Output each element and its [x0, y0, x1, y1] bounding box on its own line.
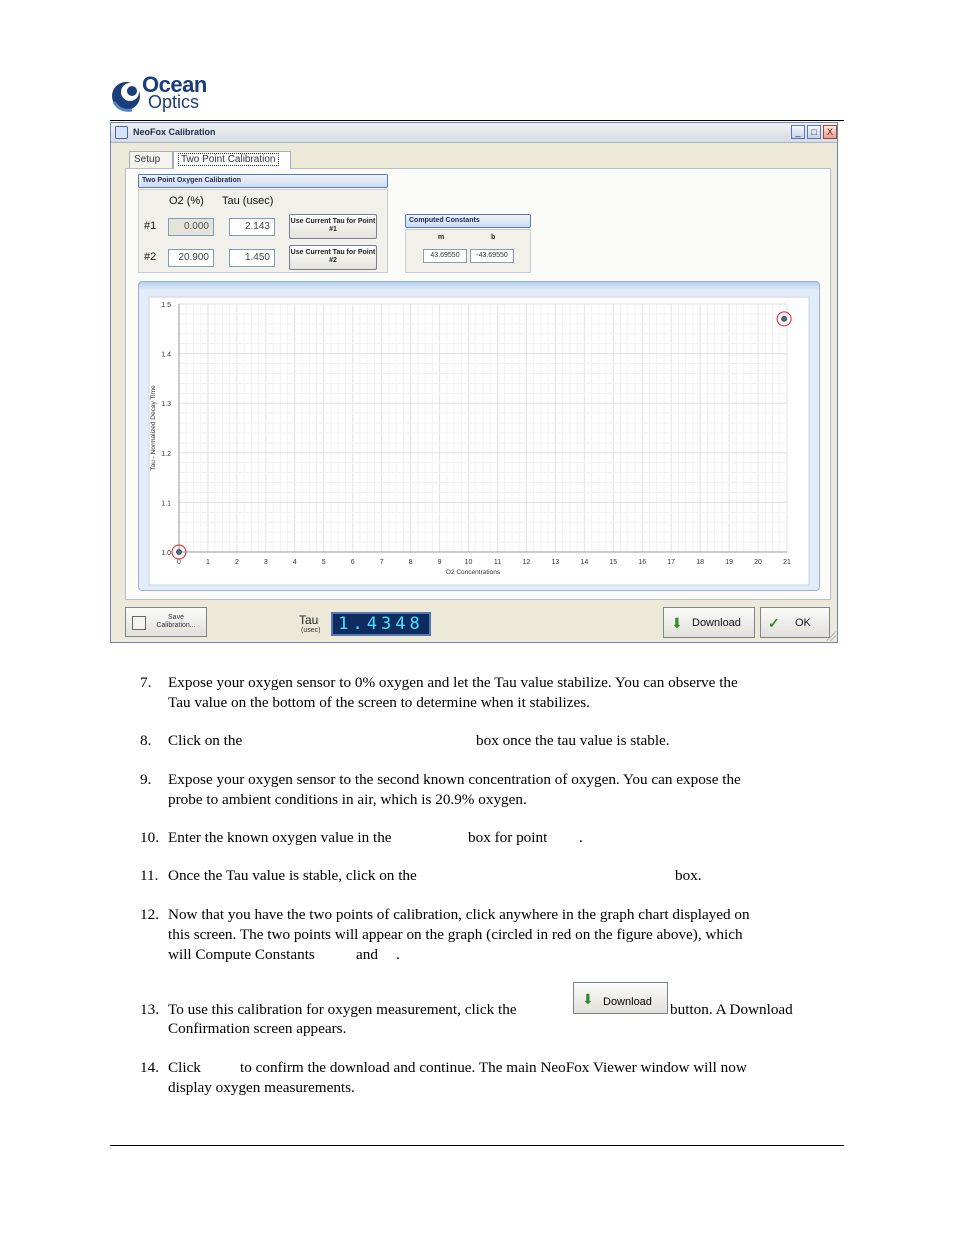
y-tick-label: 1.0 [161, 550, 171, 557]
step-line: Click [168, 1059, 201, 1076]
step-line: box. [675, 867, 702, 884]
x-tick-label: 6 [350, 559, 355, 566]
step-text [168, 866, 833, 886]
app-icon [115, 126, 128, 139]
x-tick-label: 4 [292, 559, 297, 566]
close-button[interactable]: X [823, 125, 837, 139]
tau-column-header: Tau (usec) [222, 195, 274, 207]
point2-o2-field[interactable]: 20.900 [168, 249, 214, 267]
step-line: this screen. The two points will appear on the graph (circled in red on the figure above), which [168, 926, 743, 943]
save-calibration-label: Save Calibration... [156, 614, 196, 629]
step-line: . [396, 946, 400, 963]
step-line: probe to ambient conditions in air, which is 20.9% oxygen. [168, 791, 527, 808]
checkmark-icon: ✓ [768, 615, 780, 631]
step-text [168, 731, 833, 751]
step-line: Tau value on the bottom of the screen to determine when it stabilizes. [168, 694, 590, 711]
x-tick-label: 9 [437, 559, 442, 566]
step-line: Expose your oxygen sensor to 0% oxygen and let the Tau value stabilize. You can observe the [168, 674, 738, 691]
b-value-field: -43.69550 [470, 249, 514, 263]
maximize-button[interactable]: □ [807, 125, 821, 139]
x-tick-label: 11 [493, 559, 502, 566]
x-tick-label: 13 [551, 559, 560, 566]
download-button[interactable] [663, 607, 755, 638]
title-bar [111, 123, 837, 143]
window-title: NeoFox Calibration [133, 127, 216, 137]
step-text [168, 673, 833, 713]
x-tick-label: 0 [177, 559, 181, 566]
step-text [168, 1058, 833, 1098]
point1-label: #1 [144, 220, 157, 232]
step-line: display oxygen measurements. [168, 1079, 355, 1096]
step-line: box for point [468, 829, 548, 846]
x-tick-label: 19 [725, 559, 733, 566]
step-number: 11. [140, 867, 159, 884]
step-number: 10. [140, 829, 159, 846]
point1-o2-field[interactable]: 0.000 [168, 218, 214, 236]
m-value-field: 43.69550 [423, 249, 467, 263]
ok-button[interactable] [760, 607, 830, 638]
step-text [168, 770, 833, 810]
step-number: 13. [140, 1001, 159, 1018]
logo-text-optics: Optics [148, 92, 200, 112]
use-tau-point2-button[interactable]: Use Current Tau for Point #2 [289, 245, 377, 270]
o2-column-header: O2 (%) [169, 195, 204, 207]
step-number: 12. [140, 906, 159, 923]
step-line-group [168, 982, 833, 1019]
step-number: 8. [140, 732, 152, 749]
y-tick-label: 1.3 [161, 401, 171, 409]
y-axis-label: Tau - Normalized Decay Time [150, 385, 157, 471]
x-tick-label: 15 [609, 559, 618, 566]
logo-text-ocean: Ocean [142, 72, 207, 97]
header-rule [110, 120, 844, 121]
step-number: 9. [140, 771, 152, 788]
use-tau-point1-button[interactable]: Use Current Tau for Point #1 [289, 214, 377, 239]
m-label: m [438, 234, 445, 241]
tab-setup[interactable] [129, 151, 173, 168]
x-tick-label: 20 [754, 559, 762, 566]
x-tick-label: 1 [205, 559, 210, 566]
step-line: button. A Download [670, 1001, 793, 1018]
save-icon [132, 616, 146, 630]
tau-display: 1.4348 [331, 612, 431, 636]
step-line: Expose your oxygen sensor to the second known concentration of oxygen. You can expose the [168, 771, 741, 788]
point1-tau-field[interactable]: 2.143 [229, 218, 275, 236]
ocean-optics-logo [110, 72, 230, 116]
point2-tau-field[interactable]: 1.450 [229, 249, 275, 267]
b-label: b [491, 234, 496, 241]
x-tick-label: 17 [667, 559, 676, 566]
step-line: to confirm the download and continue. The main NeoFox Viewer window will now [240, 1059, 747, 1076]
step-line: Once the Tau value is stable, click on the [168, 867, 417, 884]
download-icon: ⬇ [582, 991, 594, 1007]
save-calibration-button[interactable] [125, 607, 207, 637]
y-tick-label: 1.2 [161, 450, 171, 458]
download-icon: ⬇ [671, 615, 683, 631]
inline-download-label: Download [603, 996, 652, 1008]
logo-swirl-icon [110, 72, 146, 116]
y-tick-label: 1.4 [161, 351, 171, 359]
step-line-group [168, 945, 833, 965]
tau-label: Tau [299, 613, 319, 627]
step-line: Now that you have the two points of calibration, click anywhere in the graph chart displayed on [168, 906, 750, 923]
x-tick-label: 18 [696, 559, 705, 566]
step-line: . [579, 829, 583, 846]
tab-setup-label: Setup [134, 154, 161, 165]
step-line: Confirmation screen appears. [168, 1020, 347, 1037]
download-label: Download [692, 617, 741, 629]
computed-constants-header: Computed Constants [405, 214, 531, 228]
point2-label: #2 [144, 251, 157, 263]
y-tick-label: 1.1 [161, 500, 171, 508]
tab-two-point-calibration[interactable] [173, 151, 291, 169]
x-axis-label: O2 Concentrations [445, 569, 501, 576]
tab-two-point-label: Two Point Calibration [178, 153, 279, 166]
step-number: 14. [140, 1059, 159, 1076]
x-tick-label: 7 [379, 559, 384, 566]
x-tick-label: 16 [638, 559, 647, 566]
data-point [177, 550, 182, 555]
step-line: box once the tau value is stable. [476, 732, 670, 749]
footer-rule [110, 1145, 844, 1146]
step-text [168, 828, 833, 848]
x-tick-label: 12 [522, 559, 531, 566]
x-tick-label: 21 [783, 559, 791, 566]
step-text [168, 982, 833, 1039]
tau-unit: (usec) [301, 627, 321, 634]
x-tick-label: 10 [464, 559, 473, 566]
two-point-header: Two Point Oxygen Calibration [138, 174, 388, 188]
minimize-button[interactable]: _ [791, 125, 805, 139]
step-line: Enter the known oxygen value in the [168, 829, 392, 846]
x-tick-label: 5 [321, 559, 326, 566]
x-tick-label: 2 [234, 559, 239, 566]
resize-grip-icon[interactable] [826, 631, 836, 641]
calibration-chart[interactable] [138, 281, 820, 591]
chart-svg [139, 282, 821, 592]
step-line: will Compute Constants [168, 946, 315, 963]
step-text [168, 905, 833, 965]
step-line-group [168, 1058, 833, 1078]
x-tick-label: 14 [580, 559, 589, 566]
inline-download-button [573, 982, 668, 1014]
x-tick-label: 8 [408, 559, 413, 566]
step-line: Click on the [168, 732, 243, 749]
step-number: 7. [140, 674, 152, 691]
neofox-calibration-window [110, 122, 838, 643]
data-point [782, 316, 787, 321]
ok-label: OK [795, 617, 811, 629]
step-line: and [356, 946, 378, 963]
step-line: To use this calibration for oxygen measurement, click the [168, 1001, 517, 1018]
x-tick-label: 3 [263, 559, 268, 566]
y-tick-label: 1.5 [161, 302, 171, 309]
